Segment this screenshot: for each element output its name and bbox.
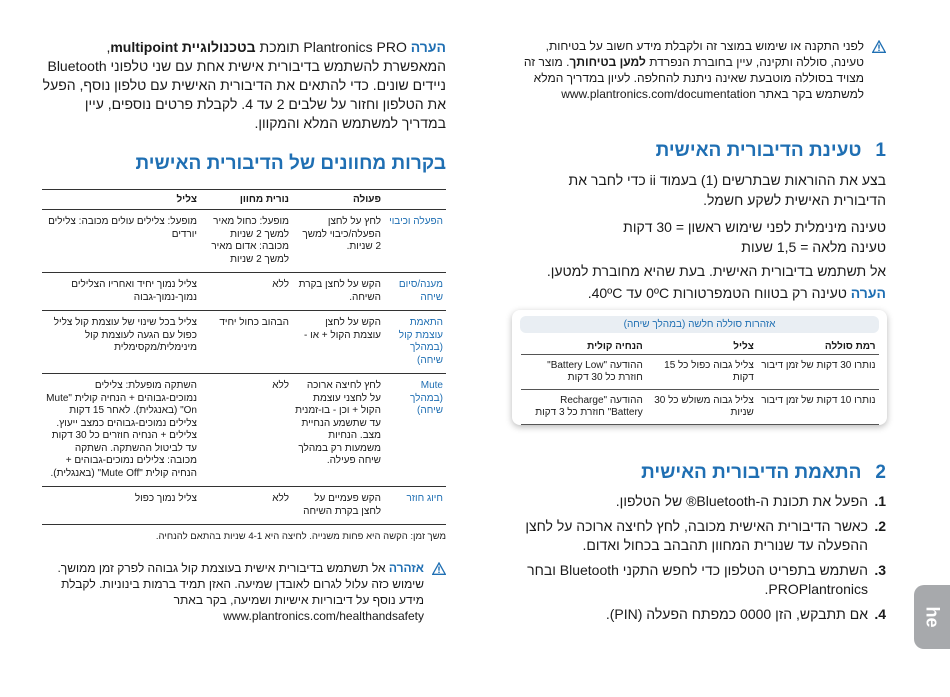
controls-header-action: פעולה: [292, 190, 384, 210]
section-pair-title: 2התאמת הדיבורית האישית: [641, 462, 886, 483]
controls-header-indicator: נורית מחוון: [200, 190, 292, 210]
low-battery-warnings-box: [512, 310, 887, 425]
multipoint-note: הערה Plantronics PRO תומכת בטכנולוגיית multipoint, המאפשרת להשתמש בדיבורית אישית אחת עם שני טלפוני Bluetooth ניידים שונים. כדי להתאים את הדיבורית האישית עם טלפון נוסף, הפעל את הטלפון וחזור על שלבים 2 עד 4. לקבלת פרטים נוספים, עיין במדריך למשתמש המלא והמקוון.: [42, 39, 446, 131]
controls-header-tone: צליל: [42, 190, 200, 210]
table-row: מענה/סיום שיחה הקש על לחצן בקרת השיחה. ללא צליל נמוך יחיד ואחריו הצלילים נמוך-נמוך-גבוה: [42, 273, 446, 311]
table-row: הפעלה וכיבוי לחץ על לחצן הפעלה/כיבוי למשך 2 שניות. מופעל: כחול מאיר למשך 2 שניות מכובה: אדום מאיר למשך 2 שניות מופעל: צלילים עולים מכובה: צלילים יורדים: [42, 210, 446, 273]
pairing-section: [520, 462, 886, 630]
charge-note: הערה טעינה רק בטווח הטמפרטורות 0ºC עד 40ºC.: [587, 285, 886, 301]
left-column: [40, 38, 446, 624]
list-item: 2. כאשר הדיבורית האישית מכובה, לחץ לחיצה ארוכה על לחצן ההפעלה עד שנורית המחוון תהבהב בכחול ואדום.: [525, 518, 886, 553]
hearing-caution: אזהרה אל תשתמש בדיבורית אישית בעוצמת קול גבוהה לפרק זמן ממושך. שימוש כזה עלול לגרום לאובדן שמיעה. האזן תמיד ברמות בינוניות. לקבלת מידע נוסף על דיבוריות אישיות ושמיעה, בקר באתר www.plantronics.com/healthandsafety: [40, 560, 446, 624]
charge-instructions: בצע את ההוראות שבתרשים (1) בעמוד ii כדי לחבר את הדיבורית האישית לשקע חשמל.: [568, 172, 886, 208]
right-column: [520, 38, 886, 303]
table-row: נותרו 10 דקות של זמן דיבור צליל גבוה משולש כל 30 שניות ההודעה "Recharge Battery" חוזרת כל 3 דקות: [521, 390, 879, 425]
charge-full: טעינה מלאה = 1,5 שעות: [741, 239, 886, 255]
warning-triangle-icon: [872, 40, 886, 53]
battery-header-level: רמת סוללה: [757, 339, 879, 355]
list-item: 4. אם תתבקש, הזן 0000 כמפתח הפעלה (PIN).: [605, 606, 886, 622]
list-item: 1. הפעל את תכונת ה-Bluetooth® של הטלפון.: [615, 493, 886, 509]
battery-header-tone: צליל: [646, 339, 757, 355]
safety-warning: לפני התקנה או שימוש במוצר זה ולקבלת מידע חשוב על בטיחות, טעינה, סוללה ותקינה, עיין בחוברת הנפרדת למען בטיחותך. מוצר זה מצויד בסוללה מוטבעת שאינה ניתנת להחלפה. לעיון במדריך המלא למשתמש בקר באתר www.plantronics.com/documentation: [520, 38, 886, 102]
list-item: 3. השתמש בתפריט הטלפון כדי לחפש התקני Bluetooth ובחר PROPlantronics.: [527, 562, 886, 597]
charge-no-use: אל תשתמש בדיבורית האישית. בעת שהיא מחוברת למטען.: [546, 263, 886, 279]
table-row: התאמת עוצמת קול (במהלך שיחה) הקש על לחצן עוצמת הקול + או - הבהוב כחול יחיד צליל בכל שינוי של עוצמת קול צליל כפול עם הגעה לעוצמת קול מינימלית/מקסימלית: [42, 311, 446, 374]
controls-footnote: משך זמן: הקשה היא פחות משנייה. לחיצה היא 4-1 שניות בהתאם להנחיה.: [155, 531, 446, 542]
charge-minimum: טעינה מינימלית לפני שימוש ראשון = 30 דקות: [623, 219, 886, 235]
table-row: Mute (במהלך שיחה) לחץ לחיצה ארוכה על לחצני עוצמת הקול + וכן - בו-זמנית עד שתשמע הנחיית מצב. הנחיות משמעות רק במהלך שיחה פעילה. ללא השתקה מופעלת: צלילים נמוכים-גבוהים + הנחיה קולית "Mute On" (באנגלית). לאחר 15 דקות צלילים נמוכים-גבוהים כמצב ייעוץ. צלילים + הנחיה חוזרים כל 30 דקות עד לביטול ההשתקה. השתקה מכובה: צלילים נמוכים-גבוהים + הנחיה קולית "Mute Off" (באנגלית).: [42, 374, 446, 487]
controls-title: בקרות מחוונים של הדיבורית האישית: [135, 153, 446, 174]
controls-table: [42, 189, 446, 525]
battery-box-caption: אזהרות סוללה חלשה (במהלך שיחה): [520, 316, 879, 333]
battery-table: [521, 339, 879, 425]
section-charge-title: 1טעינת הדיבורית האישית: [655, 140, 886, 161]
pairing-steps: [520, 492, 886, 624]
battery-header-voice: הנחיה קולית: [521, 339, 646, 355]
table-row: נותרו 30 דקות של זמן דיבור צליל גבוה כפול כל 15 דקות ההודעה "Battery Low" חוזרת כל 30 דקות: [521, 355, 879, 390]
warning-triangle-icon: [432, 562, 446, 575]
language-tab: he: [914, 585, 950, 649]
table-row: חיוג חוזר הקש פעמיים על לחצן בקרת השיחה ללא צליל נמוך כפול: [42, 487, 446, 525]
